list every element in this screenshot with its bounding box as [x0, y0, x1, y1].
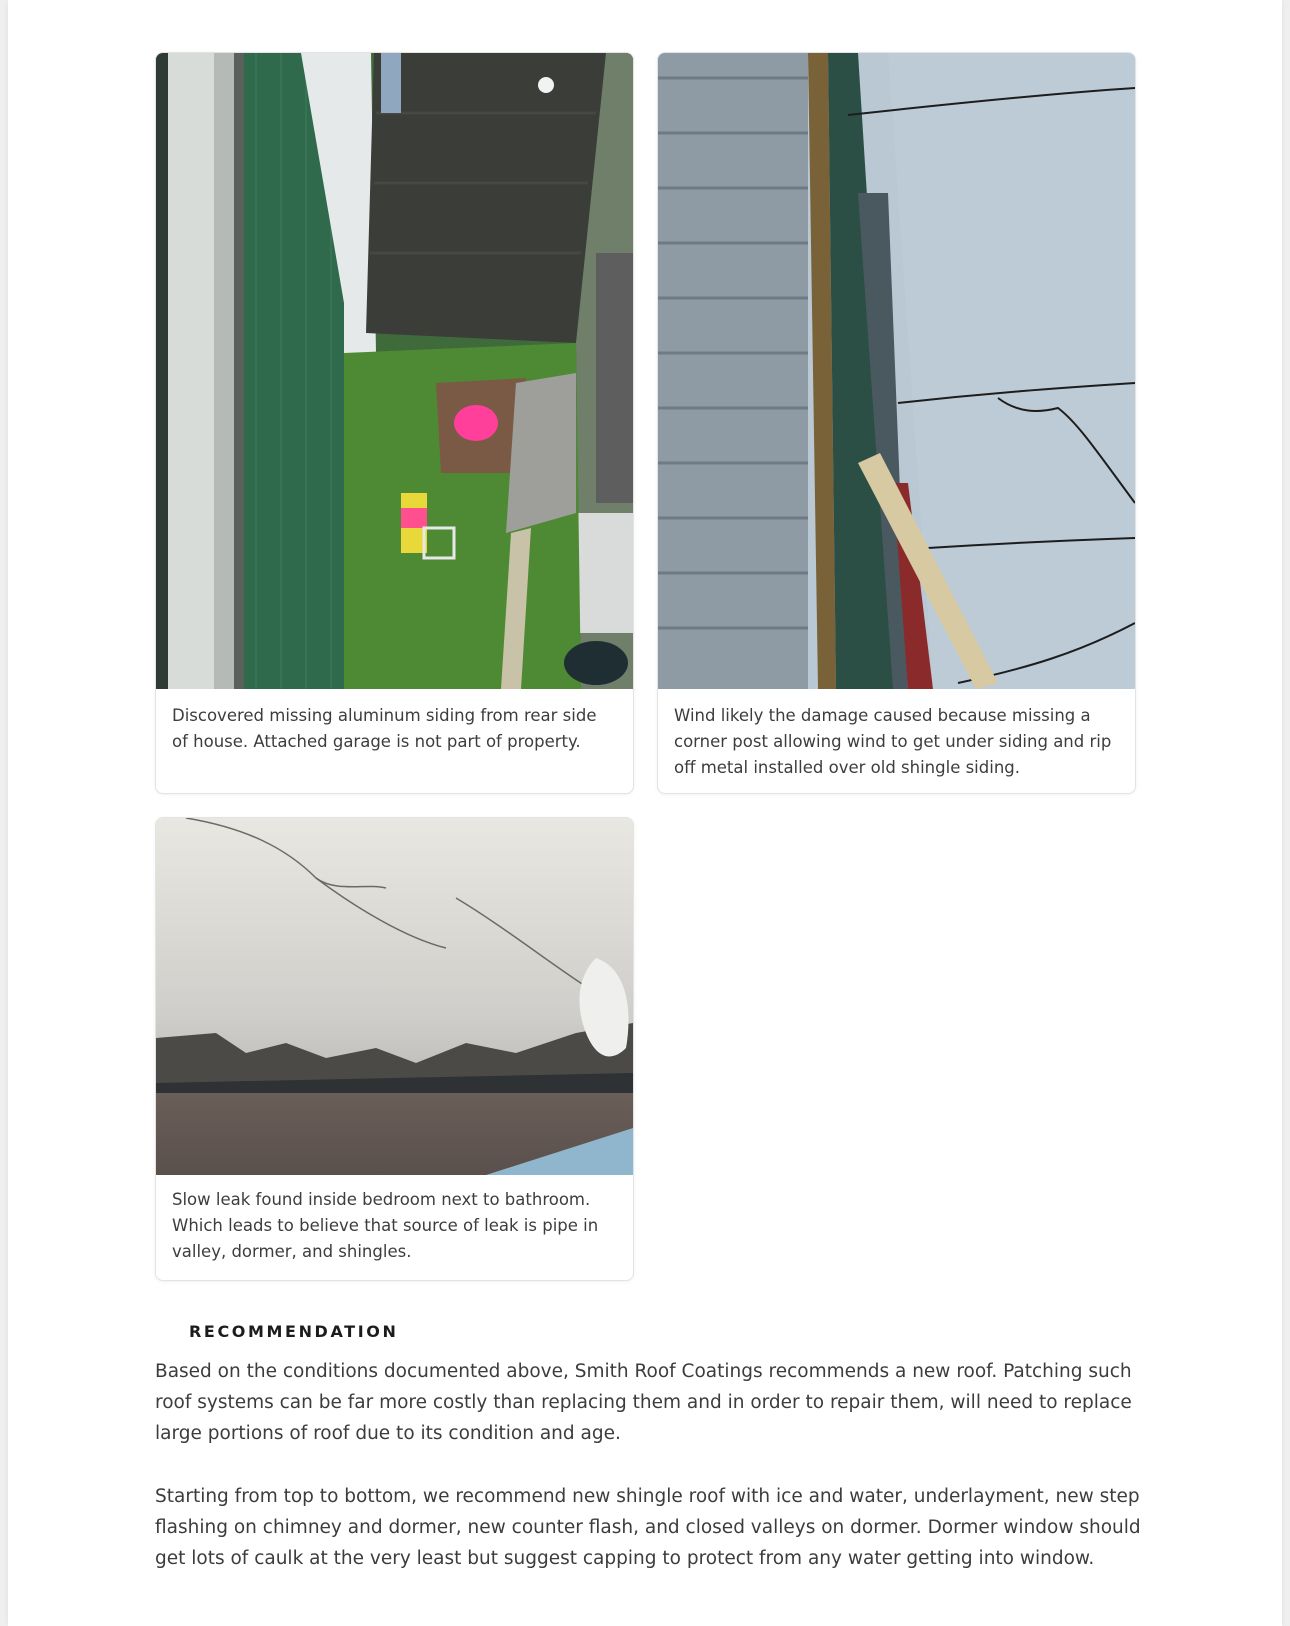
recommendation-paragraph-1: Based on the conditions documented above, Smith Roof Coatings recommends a new roof. Patching such roof systems can be far more costly than replacing them and in order to repair them, will need to replace large portions of roof due to its condition and age. [155, 1361, 1132, 1444]
recommendation-heading: RECOMMENDATION [189, 1322, 399, 1341]
photo-caption: Wind likely the damage caused because missing a corner post allowing wind to get under siding and rip off metal installed over old shingle siding. [674, 706, 1112, 777]
report-page [8, 0, 1282, 1626]
rear-siding-photo [156, 53, 633, 689]
photo-caption: Slow leak found inside bedroom next to bathroom. Which leads to believe that source of leak is pipe in valley, dormer, and shingles. [172, 1190, 599, 1261]
photo-caption: Discovered missing aluminum siding from rear side of house. Attached garage is not part of property. [172, 706, 597, 751]
corner-post-photo [658, 53, 1135, 689]
photo-card-ceiling-leak [155, 817, 634, 1281]
ceiling-leak-photo [156, 818, 633, 1175]
photo-card-rear-siding [155, 52, 634, 794]
photo-card-corner-post [657, 52, 1136, 794]
recommendation-paragraph-2: Starting from top to bottom, we recommend new shingle roof with ice and water, underlayment, new step flashing on chimney and dormer, new counter flash, and closed valleys on dormer. Dormer window should get lots of caulk at the very least but suggest capping to protect from any water getting into window. [155, 1486, 1141, 1569]
